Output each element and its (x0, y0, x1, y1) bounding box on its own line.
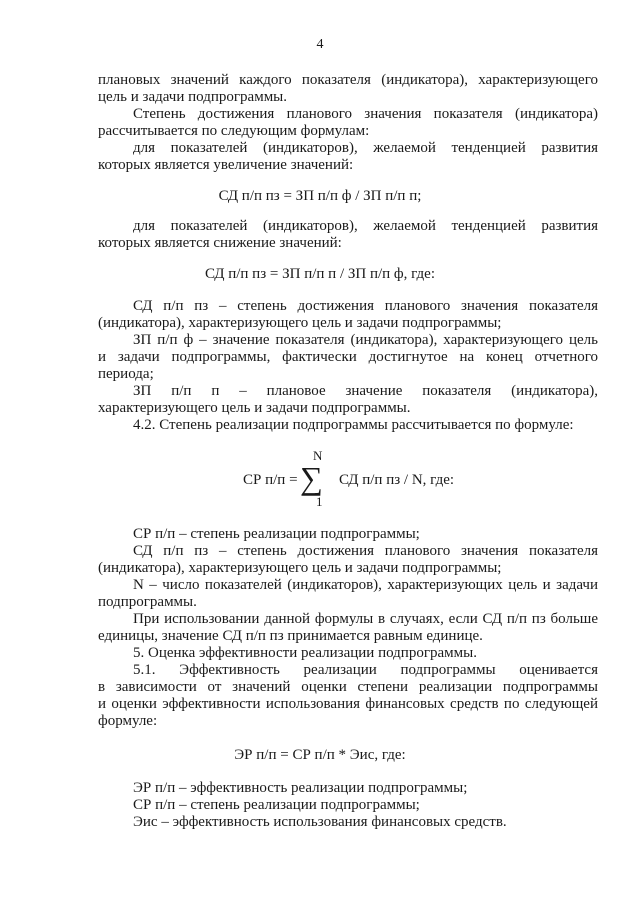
definition-line: периода; (98, 366, 154, 382)
paragraph-line: единицы, значение СД п/п пз принимается равным единице. (98, 628, 483, 644)
formula-efficiency: ЭР п/п = СР п/п * Эис, где: (234, 747, 406, 763)
paragraph-line: плановых значений каждого показателя (индикатора), характеризующего (98, 72, 598, 88)
definition-line: СД п/п пз – степень достижения планового значения показателя (133, 543, 598, 559)
definition-line: СР п/п – степень реализации подпрограммы; (133, 797, 420, 813)
paragraph-line: Степень достижения планового значения показателя (индикатора) (133, 106, 598, 122)
formula-decrease: СД п/п пз = ЗП п/п п / ЗП п/п ф, где: (204, 266, 436, 282)
definition-line: (индикатора), характеризующего цель и задачи подпрограммы; (98, 560, 502, 576)
paragraph-line: формуле: (98, 713, 158, 729)
paragraph-line: 5.1. Эффективность реализации подпрограммы оценивается (133, 662, 598, 678)
definition-line: подпрограммы. (98, 594, 197, 610)
paragraph-line: в зависимости от значений оценки степени реализации подпрограммы (98, 679, 598, 695)
section-heading: 5. Оценка эффективности реализации подпрограммы. (133, 645, 477, 661)
definition-line: характеризующего цель и задачи подпрограммы. (98, 400, 411, 416)
definition-line: СД п/п пз – степень достижения планового значения показателя (133, 298, 598, 314)
sum-formula (0, 448, 640, 508)
sum-upper-limit: N (313, 448, 323, 463)
definition-line: Эис – эффективность использования финансовых средств. (133, 814, 507, 830)
sum-formula-lhs: СР п/п = (243, 472, 298, 488)
definition-line: (индикатора), характеризующего цель и задачи подпрограммы; (98, 315, 502, 331)
definition-line: ЗП п/п п – плановое значение показателя (индикатора), (133, 383, 598, 399)
sum-formula-rhs: СД п/п пз / N, где: (339, 472, 455, 488)
paragraph-line: для показателей (индикаторов), желаемой тенденцией развития (133, 140, 598, 156)
definition-line: СР п/п – степень реализации подпрограммы; (133, 526, 420, 542)
paragraph-line: При использовании данной формулы в случаях, если СД п/п пз больше (133, 611, 598, 627)
paragraph-line: которых является увеличение значений: (98, 157, 354, 173)
definition-line: ЭР п/п – эффективность реализации подпрограммы; (133, 780, 468, 796)
paragraph-line: цель и задачи подпрограммы. (98, 89, 288, 105)
definition-line: ЗП п/п ф – значение показателя (индикатора), характеризующего цель (133, 332, 598, 348)
definition-line: N – число показателей (индикаторов), характеризующих цель и задачи (133, 577, 598, 593)
page-number: 4 (316, 37, 324, 52)
paragraph-line: и оценки эффективности использования финансовых средств по следующей (98, 696, 598, 712)
summation-symbol: ∑ (300, 460, 323, 496)
formula-increase: СД п/п пз = ЗП п/п ф / ЗП п/п п; (218, 188, 422, 204)
sum-lower-limit: 1 (316, 494, 323, 509)
paragraph-line: для показателей (индикаторов), желаемой тенденцией развития (133, 218, 598, 234)
section-heading: 4.2. Степень реализации подпрограммы рассчитывается по формуле: (133, 417, 574, 433)
paragraph-line: которых является снижение значений: (98, 235, 342, 251)
definition-line: и задачи подпрограммы, фактически достигнутое на конец отчетного (98, 349, 598, 365)
paragraph-line: рассчитывается по следующим формулам: (98, 123, 370, 139)
